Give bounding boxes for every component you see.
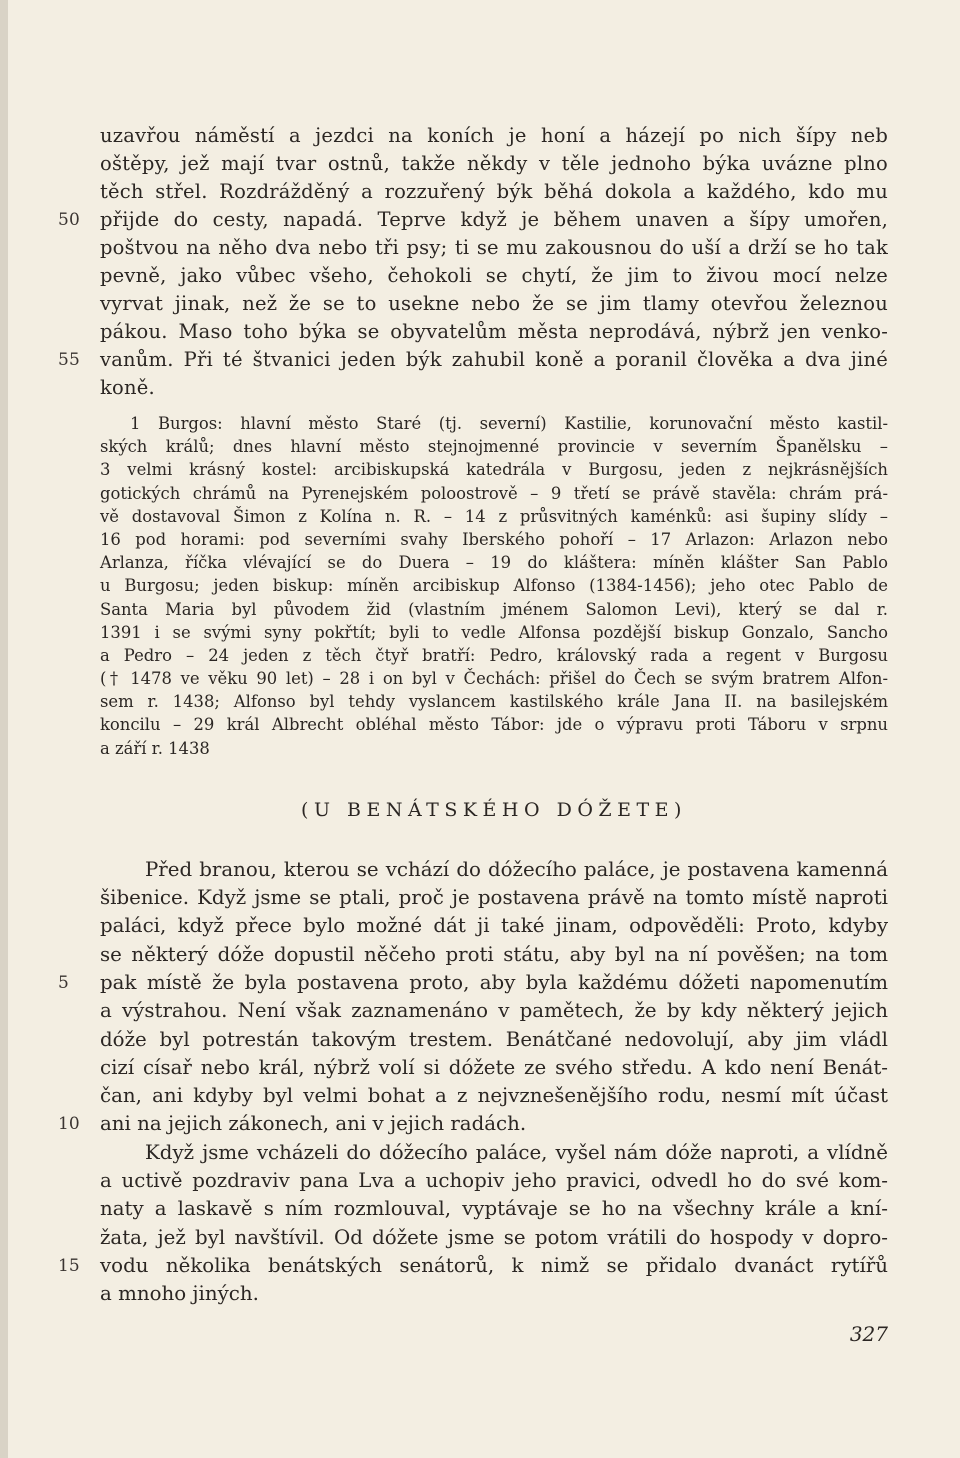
footnotes	[100, 412, 888, 760]
text-line	[100, 318, 888, 346]
line-text: žata, jež byl navštívil. Od dóžete jsme se potom vrátili do hospody v dopro-	[100, 1225, 888, 1249]
text-line	[100, 941, 888, 969]
line-text: naty a laskavě s ním rozmlouval, vyptávaje se ho na všechny krále a kní-	[100, 1197, 888, 1221]
text-line	[100, 1026, 888, 1054]
line-text: Před branou, kterou se vchází do dóžecího paláce, je postavena kamenná	[145, 857, 888, 881]
line-text: uzavřou náměstí a jezdci na koních je honí a házejí po nich šípy neb	[100, 124, 888, 147]
text-line	[58, 969, 888, 997]
text-line	[100, 1167, 888, 1195]
line-text: vyrvat jinak, než že se to usekne nebo že se jim tlamy otevřou železnou	[100, 292, 888, 315]
line-text: čan, ani kdyby byl velmi bohat a z nejvznešenějšího rodu, nesmí mít účast	[100, 1084, 888, 1108]
text-line	[100, 290, 888, 318]
note-line: ských králů; dnes hlavní město stejnojmenné provincie v severním Španělsku –	[100, 437, 888, 457]
text-line	[100, 1280, 888, 1308]
line-text: oštěpy, jež mají tvar ostnů, takže někdy v těle jednoho býka uvázne plno	[100, 152, 888, 175]
text-line	[58, 1110, 888, 1138]
note-line: 3 velmi krásný kostel: arcibiskupská katedrála v Burgosu, jeden z nejkrásnějších	[100, 460, 888, 480]
line-text: vodu několika benátských senátorů, k nimž se přidalo dvanáct rytířů	[100, 1253, 888, 1277]
text-line	[58, 346, 888, 374]
note-line: a Pedro – 24 jeden z těch čtyř bratří: Pedro, královský rada a regent v Burgosu	[100, 645, 888, 665]
text-line	[100, 150, 888, 178]
line-number: 50	[58, 210, 81, 230]
line-text: a výstrahou. Není však zaznamenáno v pamětech, že by kdy některý jejich	[100, 999, 888, 1023]
line-text: Když jsme vcházeli do dóžecího paláce, vyšel nám dóže naproti, a vlídně	[145, 1140, 888, 1164]
book-page	[58, 122, 888, 1309]
note-line: 16 pod horami: pod severními svahy Iberského pohoří – 17 Arlazon: Arlazon nebo	[100, 529, 888, 549]
line-text: koně.	[100, 376, 155, 399]
text-line	[100, 122, 888, 150]
section-text	[58, 856, 888, 1309]
line-text: vanům. Při té štvanici jeden býk zahubil koně a poranil člověka a dva jiné	[100, 348, 888, 371]
text-line	[100, 884, 888, 912]
line-text: pákou. Maso toho býka se obyvatelům města neprodává, nýbrž jen venko-	[100, 320, 888, 343]
text-line	[58, 1252, 888, 1280]
line-text: poštvou na něho dva nebo tři psy; ti se mu zakousnou do uší a drží se ho tak	[100, 236, 888, 259]
note-line: sem r. 1438; Alfonso byl tehdy vyslancem kastilského krále Jana II. na basilejském	[100, 692, 888, 712]
line-text: a uctivě pozdraviv pana Lva a uchopiv jeho pravici, odvedl ho do své kom-	[100, 1169, 888, 1193]
line-number: 5	[58, 973, 69, 993]
note-line: vě dostavoval Šimon z Kolína n. R. – 14 z průsvitných kaménků: asi šupiny slídy –	[100, 506, 888, 526]
text-line	[100, 1082, 888, 1110]
note-line: 1391 i se svými syny pokřtít; byli to vedle Alfonsa pozdější biskup Gonzalo, Sancho	[100, 622, 888, 642]
text-line	[100, 856, 888, 884]
line-text: pak místě že byla postavena proto, aby byla každému dóžeti napomenutím	[100, 971, 888, 994]
line-text: a mnoho jiných.	[100, 1282, 259, 1306]
page-edge	[0, 0, 8, 1458]
note-line: († 1478 ve věku 90 let) – 28 i on byl v Čechách: přišel do Čech se svým bratrem Alfon-	[100, 669, 888, 689]
note-line: Arlanza, říčka vlévající se do Duera – 19 do kláštera: míněn klášter San Pablo	[100, 553, 888, 573]
line-text: pevně, jako vůbec všeho, čehokoli se chytí, že jim to živou mocí nelze	[100, 264, 888, 287]
note-line: 1 Burgos: hlavní město Staré (tj. severní) Kastilie, korunovační město kastil-	[130, 414, 888, 433]
text-line	[100, 178, 888, 206]
line-text: šibenice. Když jsme se ptali, proč je postavena právě na tomto místě naproti	[100, 886, 888, 910]
note-line: a září r. 1438	[100, 738, 210, 758]
text-line	[100, 234, 888, 262]
line-text: těch střel. Rozdrážděný a rozzuřený býk běhá dokola a každého, kdo mu	[100, 180, 888, 203]
line-text: paláci, když přece bylo možné dát ji také jinam, odpověděli: Proto, kdyby	[100, 914, 888, 938]
note-line: koncilu – 29 král Albrecht obléhal město Tábor: jde o výpravu proti Táboru v srpnu	[100, 715, 888, 735]
line-number: 15	[58, 1255, 80, 1276]
line-text: ani na jejich zákonech, ani v jejich radách.	[100, 1112, 527, 1136]
main-text	[58, 122, 888, 402]
line-number: 10	[58, 1114, 80, 1135]
line-text: se některý dóže dopustil něčeho proti státu, aby byl na ní pověšen; na tom	[100, 942, 888, 966]
text-line	[58, 206, 888, 234]
line-text: cizí císař nebo král, nýbrž volí si dóžete ze svého středu. A kdo není Benát-	[100, 1055, 888, 1079]
page-number: 327	[849, 1322, 888, 1346]
text-line	[100, 1224, 888, 1252]
text-line	[100, 262, 888, 290]
note-line: u Burgosu; jeden biskup: míněn arcibiskup Alfonso (1384-1456); jeho otec Pablo de	[100, 576, 888, 596]
text-line	[100, 1054, 888, 1082]
line-text: přijde do cesty, napadá. Teprve když je během unaven a šípy umořen,	[100, 208, 888, 231]
note-line: Santa Maria byl původem žid (vlastním jménem Salomon Levi), který se dal r.	[100, 599, 888, 619]
note-line: gotických chrámů na Pyrenejském poloostrově – 9 třetí se právě stavěla: chrám prá-	[100, 483, 888, 503]
text-line	[100, 912, 888, 940]
section-heading: (U BENÁTSKÉHO DÓŽETE)	[301, 798, 687, 821]
text-line	[100, 1139, 888, 1167]
line-number: 55	[58, 350, 81, 370]
text-line	[100, 374, 888, 402]
text-line	[100, 997, 888, 1025]
line-text: dóže byl potrestán takovým trestem. Benátčané nedovolují, aby jim vládl	[100, 1027, 888, 1051]
text-line	[100, 1195, 888, 1223]
